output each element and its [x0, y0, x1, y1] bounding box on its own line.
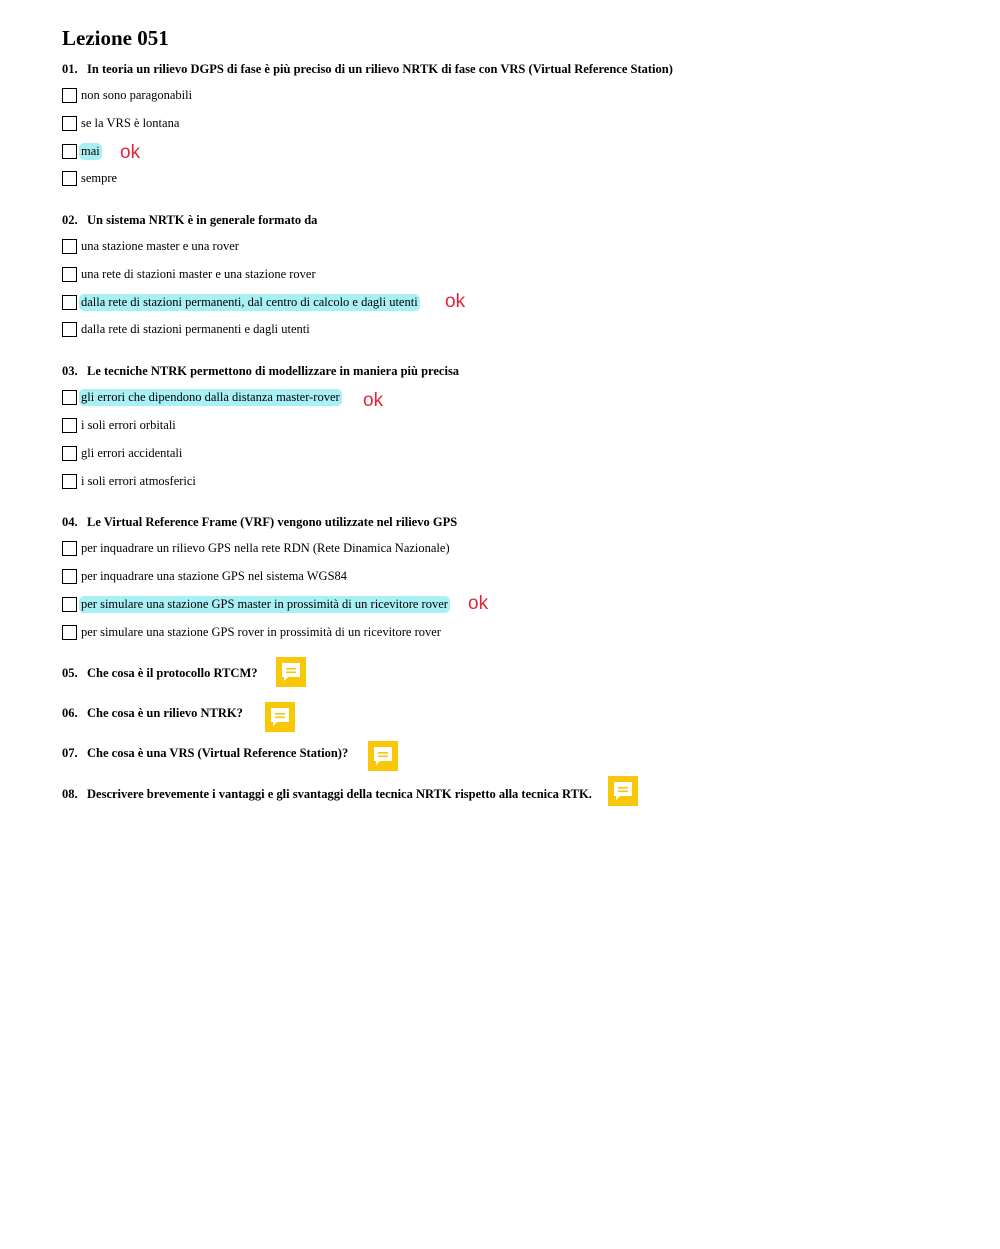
answer-checkbox[interactable]: [62, 116, 77, 131]
answer-checkbox[interactable]: [62, 267, 77, 282]
option-label: non sono paragonabili: [81, 88, 193, 102]
answer-checkbox[interactable]: [62, 322, 77, 337]
question-number: 07.: [62, 746, 78, 760]
question-number: 03.: [62, 364, 78, 378]
comment-note-icon[interactable]: [265, 702, 295, 732]
page-title: Lezione 051: [62, 26, 169, 50]
option-label: per inquadrare una stazione GPS nel sistema WGS84: [81, 569, 348, 583]
question-04: [62, 515, 457, 530]
answer-checkbox[interactable]: [62, 541, 77, 556]
answer-checkbox[interactable]: [62, 446, 77, 461]
question-07: [62, 746, 348, 761]
question-number: 02.: [62, 213, 78, 227]
answer-checkbox[interactable]: [62, 390, 77, 405]
answer-checkbox[interactable]: [62, 418, 77, 433]
comment-note-icon[interactable]: [608, 776, 638, 806]
option-label: sempre: [81, 171, 118, 185]
question-05: [62, 666, 258, 681]
question-text: In teoria un rilievo DGPS di fase è più preciso di un rilievo NRTK di fase con VRS (Virtual Reference Station): [87, 62, 673, 76]
highlighted-option-label: per simulare una stazione GPS master in prossimità di un ricevitore rover: [81, 597, 448, 611]
question-text: Le tecniche NTRK permettono di modellizzare in maniera più precisa: [87, 364, 460, 378]
ok-annotation: ok: [445, 291, 466, 312]
question-text: Le Virtual Reference Frame (VRF) vengono utilizzate nel rilievo GPS: [87, 515, 458, 529]
option-label: una rete di stazioni master e una stazione rover: [81, 267, 316, 281]
question-text: Che cosa è il protocollo RTCM?: [87, 666, 258, 680]
comment-note-icon[interactable]: [276, 657, 306, 687]
question-01: [62, 62, 673, 77]
option-label: una stazione master e una rover: [81, 239, 239, 253]
answer-checkbox[interactable]: [62, 239, 77, 254]
option-label: gli errori accidentali: [81, 446, 183, 460]
answer-checkbox[interactable]: [62, 569, 77, 584]
question-number: 04.: [62, 515, 78, 529]
answer-checkbox[interactable]: [62, 597, 77, 612]
option-label: dalla rete di stazioni permanenti e dagli utenti: [81, 322, 310, 336]
question-03: [62, 364, 459, 379]
ok-annotation: ok: [468, 593, 489, 614]
answer-checkbox[interactable]: [62, 144, 77, 159]
question-text: Che cosa è un rilievo NTRK?: [87, 706, 243, 720]
answer-checkbox[interactable]: [62, 625, 77, 640]
ok-annotation: ok: [363, 390, 384, 411]
option-label: i soli errori atmosferici: [81, 474, 196, 488]
answer-checkbox[interactable]: [62, 295, 77, 310]
comment-note-icon[interactable]: [368, 741, 398, 771]
question-06: [62, 706, 243, 721]
question-number: 05.: [62, 666, 78, 680]
question-text: Descrivere brevemente i vantaggi e gli svantaggi della tecnica NRTK rispetto alla tecnica RTK.: [87, 787, 592, 801]
answer-checkbox[interactable]: [62, 88, 77, 103]
question-02: [62, 213, 317, 228]
highlighted-option-label: dalla rete di stazioni permanenti, dal centro di calcolo e dagli utenti: [81, 295, 418, 309]
question-number: 08.: [62, 787, 78, 801]
option-label: se la VRS è lontana: [81, 116, 180, 130]
question-08: [62, 787, 592, 802]
option-label: per inquadrare un rilievo GPS nella rete RDN (Rete Dinamica Nazionale): [81, 541, 450, 555]
question-text: Che cosa è una VRS (Virtual Reference Station)?: [87, 746, 349, 760]
option-label: per simulare una stazione GPS rover in prossimità di un ricevitore rover: [81, 625, 441, 639]
question-number: 01.: [62, 62, 78, 76]
highlighted-option-label: mai: [81, 144, 100, 158]
answer-checkbox[interactable]: [62, 474, 77, 489]
ok-annotation: ok: [120, 142, 141, 163]
highlighted-option-label: gli errori che dipendono dalla distanza master-rover: [81, 390, 340, 404]
question-number: 06.: [62, 706, 78, 720]
answer-checkbox[interactable]: [62, 171, 77, 186]
option-label: i soli errori orbitali: [81, 418, 176, 432]
question-text: Un sistema NRTK è in generale formato da: [87, 213, 318, 227]
